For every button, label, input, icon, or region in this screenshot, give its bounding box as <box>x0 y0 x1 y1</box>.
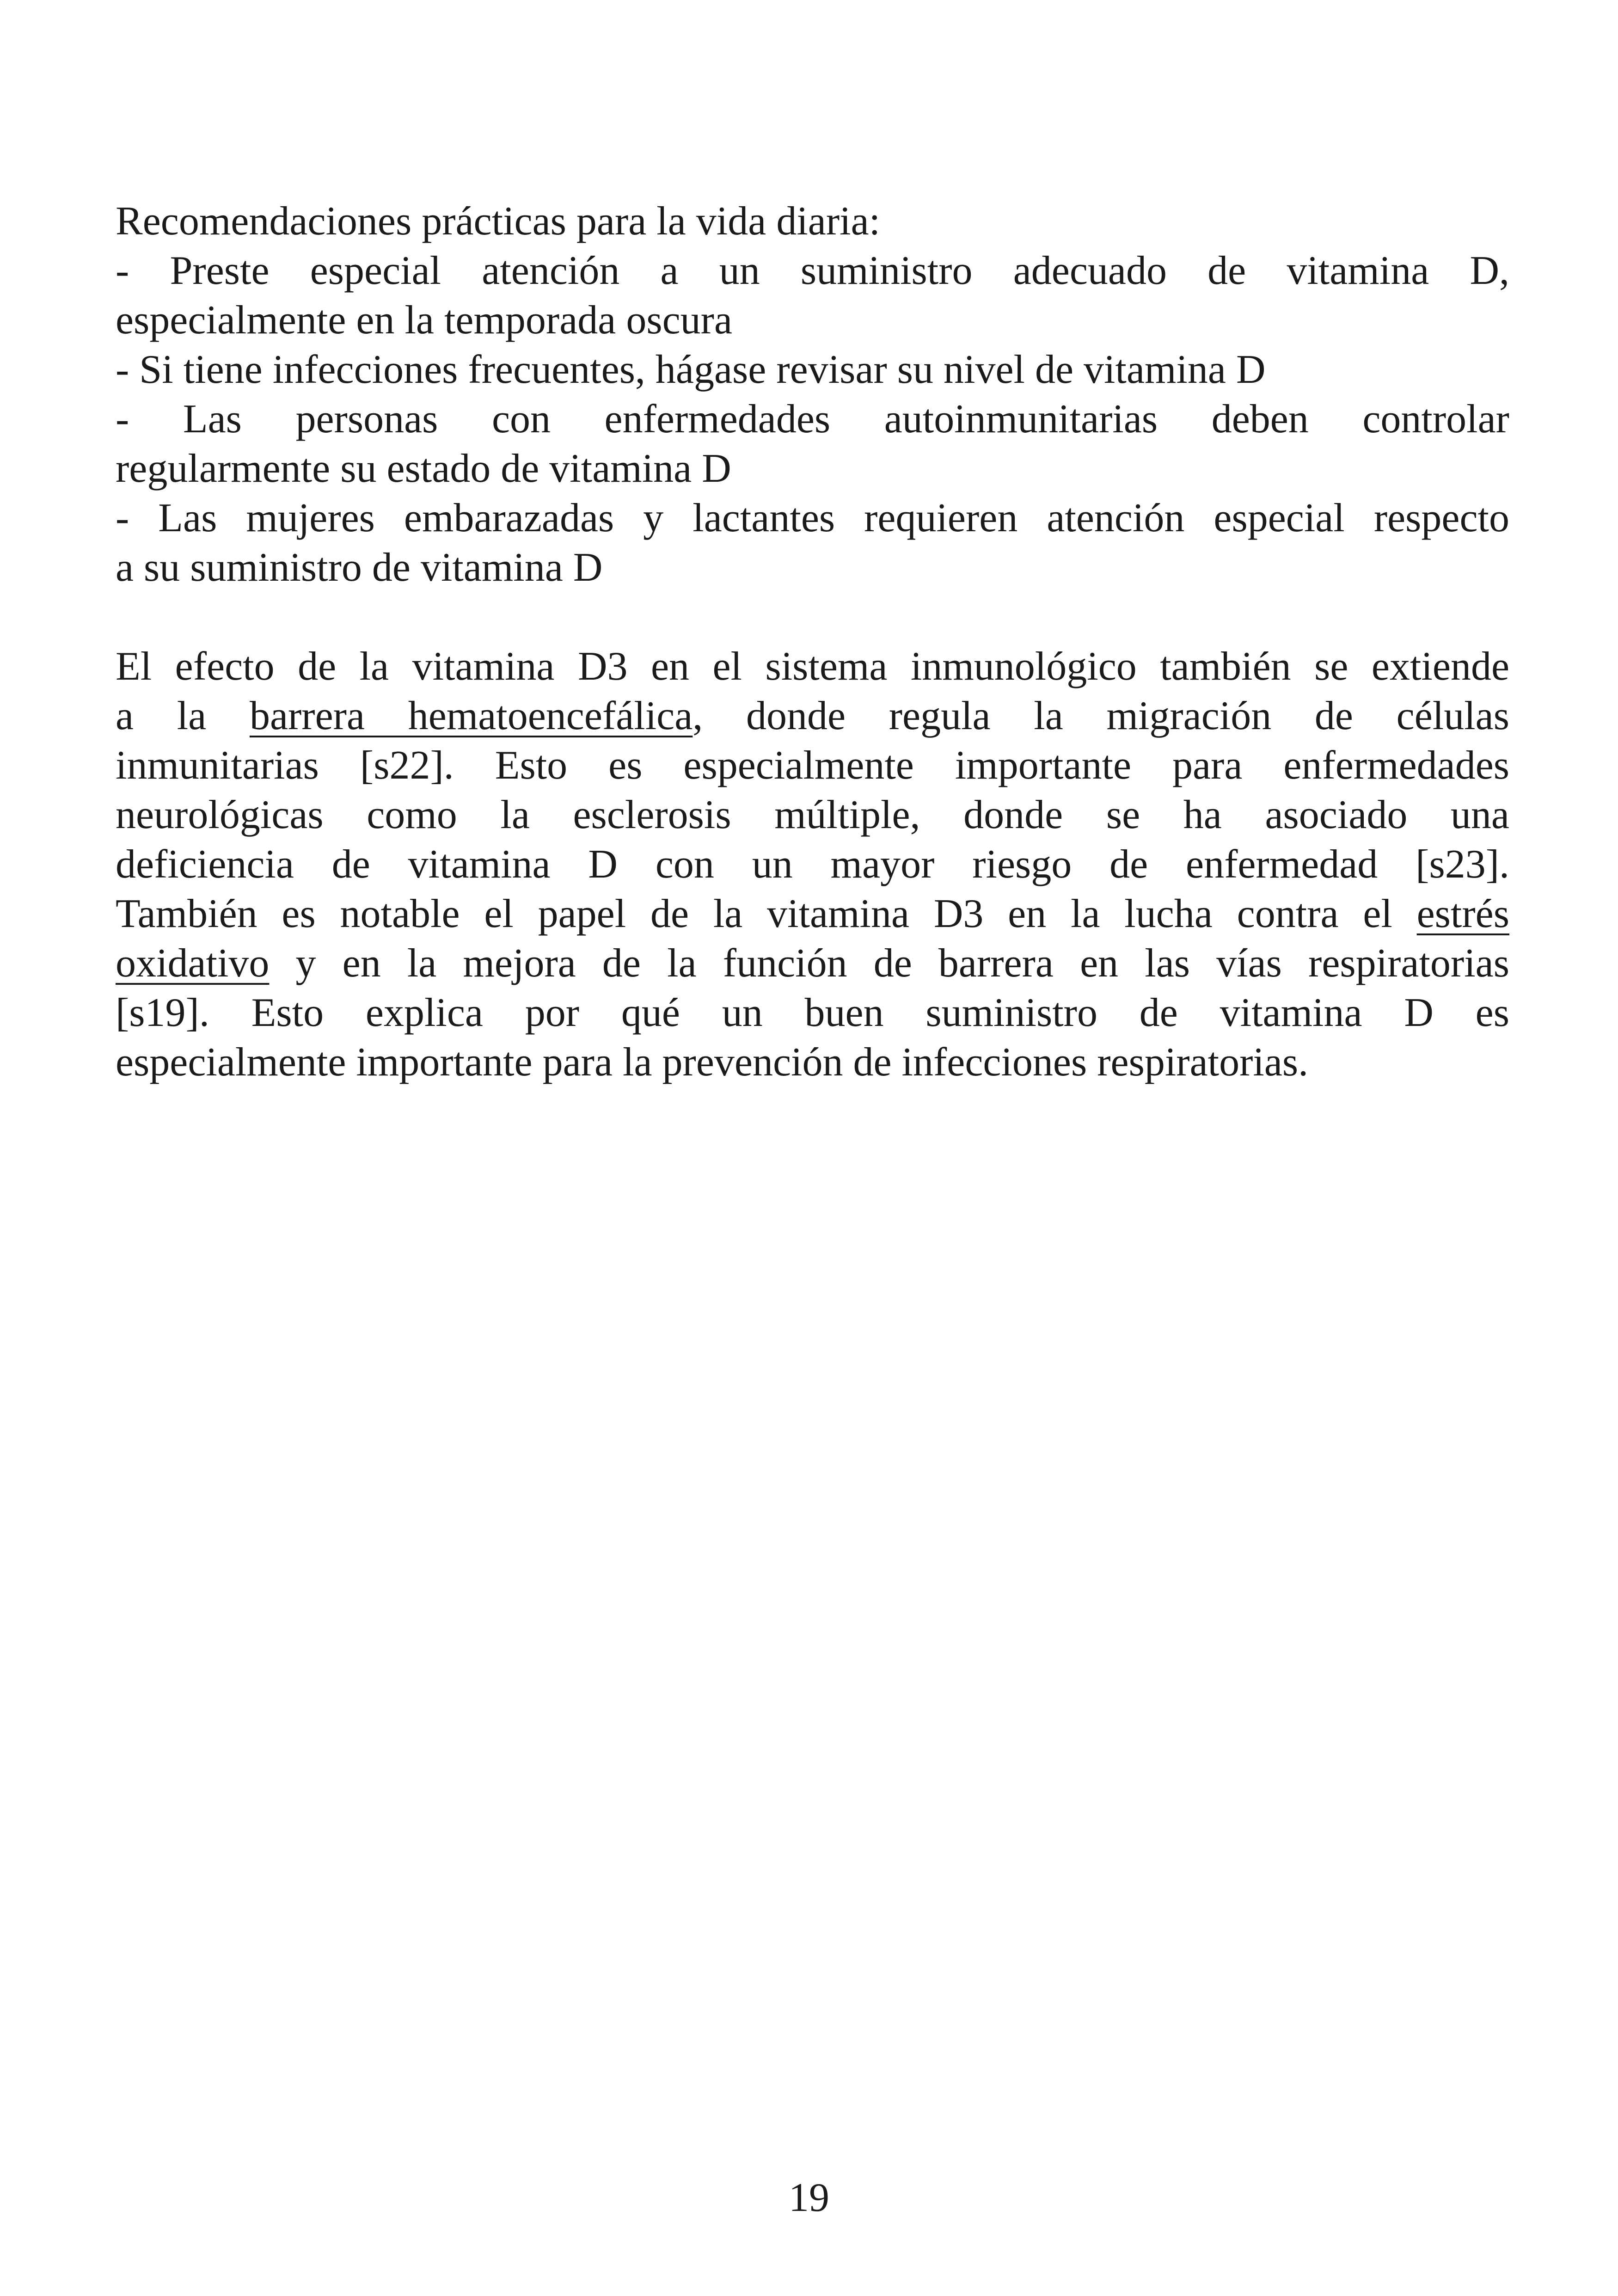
page-number: 19 <box>789 2175 829 2220</box>
recommendation-item-3-line-2: regularmente su estado de vitamina D <box>116 446 731 491</box>
recommendation-item-3-line-1: - Las personas con enfermedades autoinmunitarias deben controlar <box>116 397 1509 442</box>
paragraph-line-6 <box>116 889 1509 939</box>
paragraph-spacer <box>116 592 1509 642</box>
paragraph-text: y en la mejora de la función de barrera en las vías respiratorias <box>269 941 1509 986</box>
paragraph-line-3: inmunitarias [s22]. Esto es especialmente importante para enfermedades <box>116 743 1509 788</box>
paragraph-line-7 <box>116 939 1509 988</box>
paragraph-line-1: El efecto de la vitamina D3 en el sistema inmunológico también se extiende <box>116 644 1509 689</box>
recommendations-section <box>116 196 1509 592</box>
recommendation-item-1-line-2: especialmente en la temporada oscura <box>116 298 733 343</box>
paragraph-text: , donde regula la migración de células <box>693 694 1509 738</box>
paragraph-line-9: especialmente importante para la prevención de infecciones respiratorias. <box>116 1040 1309 1085</box>
link-estres-oxidativo-part-2[interactable]: oxidativo <box>116 941 270 986</box>
link-estres-oxidativo-part-1[interactable]: estrés <box>1416 891 1509 936</box>
paragraph-line-2 <box>116 691 1509 741</box>
paragraph-line-4: neurológicas como la esclerosis múltiple, donde se ha asociado una <box>116 792 1509 837</box>
recommendation-item-1-line-1: - Preste especial atención a un suministro adecuado de vitamina D, <box>116 248 1509 293</box>
paragraph-line-5: deficiencia de vitamina D con un mayor riesgo de enfermedad [s23]. <box>116 842 1509 887</box>
paragraph-text: También es notable el papel de la vitamina D3 en la lucha contra el <box>116 891 1417 936</box>
paragraph-line-8: [s19]. Esto explica por qué un buen suministro de vitamina D es <box>116 990 1509 1035</box>
paragraph-text: a la <box>116 694 250 738</box>
recommendation-item-2: - Si tiene infecciones frecuentes, hágase revisar su nivel de vitamina D <box>116 347 1266 392</box>
page-content <box>116 196 1509 1087</box>
recommendation-item-4-line-2: a su suministro de vitamina D <box>116 545 603 590</box>
body-paragraph <box>116 642 1509 1087</box>
recommendation-item-4-line-1: - Las mujeres embarazadas y lactantes requieren atención especial respecto <box>116 496 1509 540</box>
recommendations-heading: Recomendaciones prácticas para la vida diaria: <box>116 199 881 244</box>
link-barrera-hematoencefalica[interactable]: barrera hematoencefálica <box>249 694 693 738</box>
